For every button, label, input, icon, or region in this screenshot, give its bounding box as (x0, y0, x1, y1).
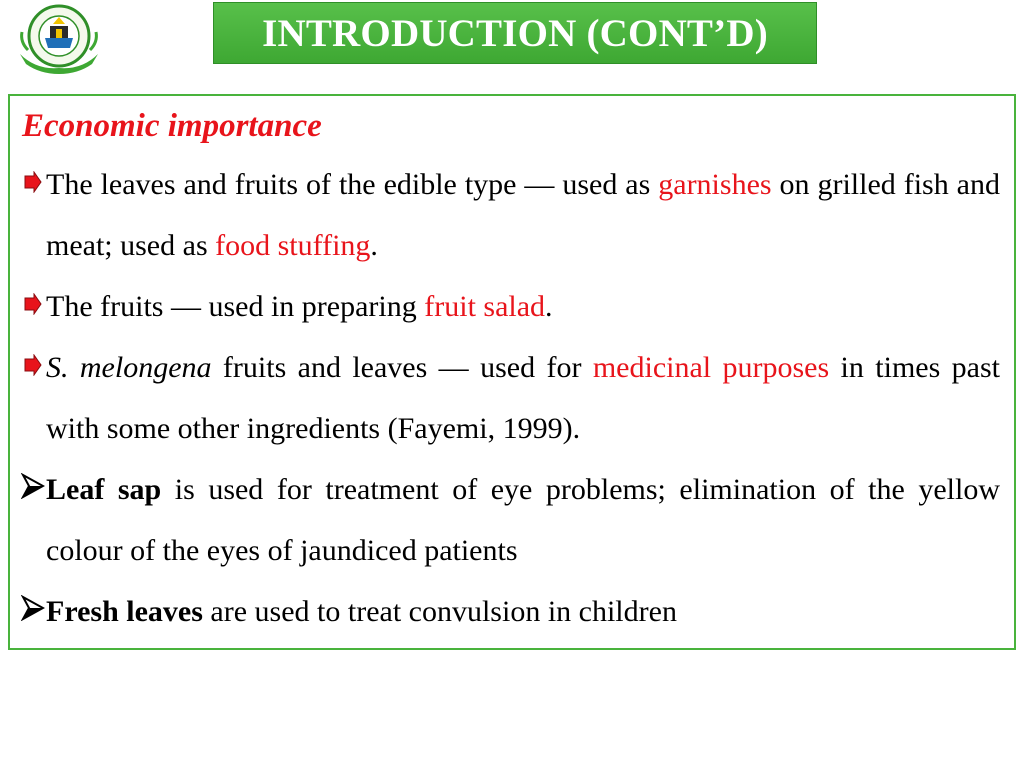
bullet-text: . (370, 229, 378, 262)
bold-term-leaf-sap: Leaf sap (46, 473, 162, 506)
bullet-item-leaf-sap (10, 459, 1010, 581)
highlight-medicinal-purposes: medicinal purposes (592, 351, 830, 384)
bullet-text: The leaves and fruits of the edible type — used as (46, 168, 659, 201)
bullet-text: on grilled fish and meat; used as (46, 168, 1000, 262)
bullet-arrow-icon (24, 171, 42, 193)
bullet-item-garnishes (10, 154, 1010, 276)
bullet-list (10, 154, 1010, 642)
bullet-item-fruit-salad (10, 276, 1010, 337)
bullet-item-medicinal (10, 337, 1010, 459)
university-logo (12, 2, 106, 76)
content-panel (8, 94, 1016, 650)
bullet-text: The fruits — used in preparing (46, 290, 425, 323)
bullet-text: fruits and leaves — used for (211, 351, 593, 384)
bullet-text: . (545, 290, 553, 323)
species-name: S. melongena (46, 351, 212, 384)
title-banner (213, 2, 817, 64)
chevron-right-icon (21, 595, 45, 621)
bullet-arrow-icon (24, 293, 42, 315)
bold-term-fresh-leaves: Fresh leaves (46, 595, 203, 628)
highlight-garnishes: garnishes (658, 168, 772, 201)
bullet-text: is used for treatment of eye problems; elimination of the yellow colour of the eyes of jaundiced patients (46, 473, 1000, 567)
bullet-arrow-icon (24, 354, 42, 376)
section-heading: Economic importance (22, 108, 322, 144)
bullet-text: are used to treat convulsion in children (202, 595, 677, 628)
page-title: INTRODUCTION (CONT’D) (262, 11, 768, 55)
bullet-item-fresh-leaves (10, 581, 1010, 642)
highlight-fruit-salad: fruit salad (424, 290, 546, 323)
bullet-text: in times past with some other ingredients (Fayemi, 1999). (46, 351, 1000, 445)
highlight-food-stuffing: food stuffing (215, 229, 371, 262)
chevron-right-icon (21, 473, 45, 499)
